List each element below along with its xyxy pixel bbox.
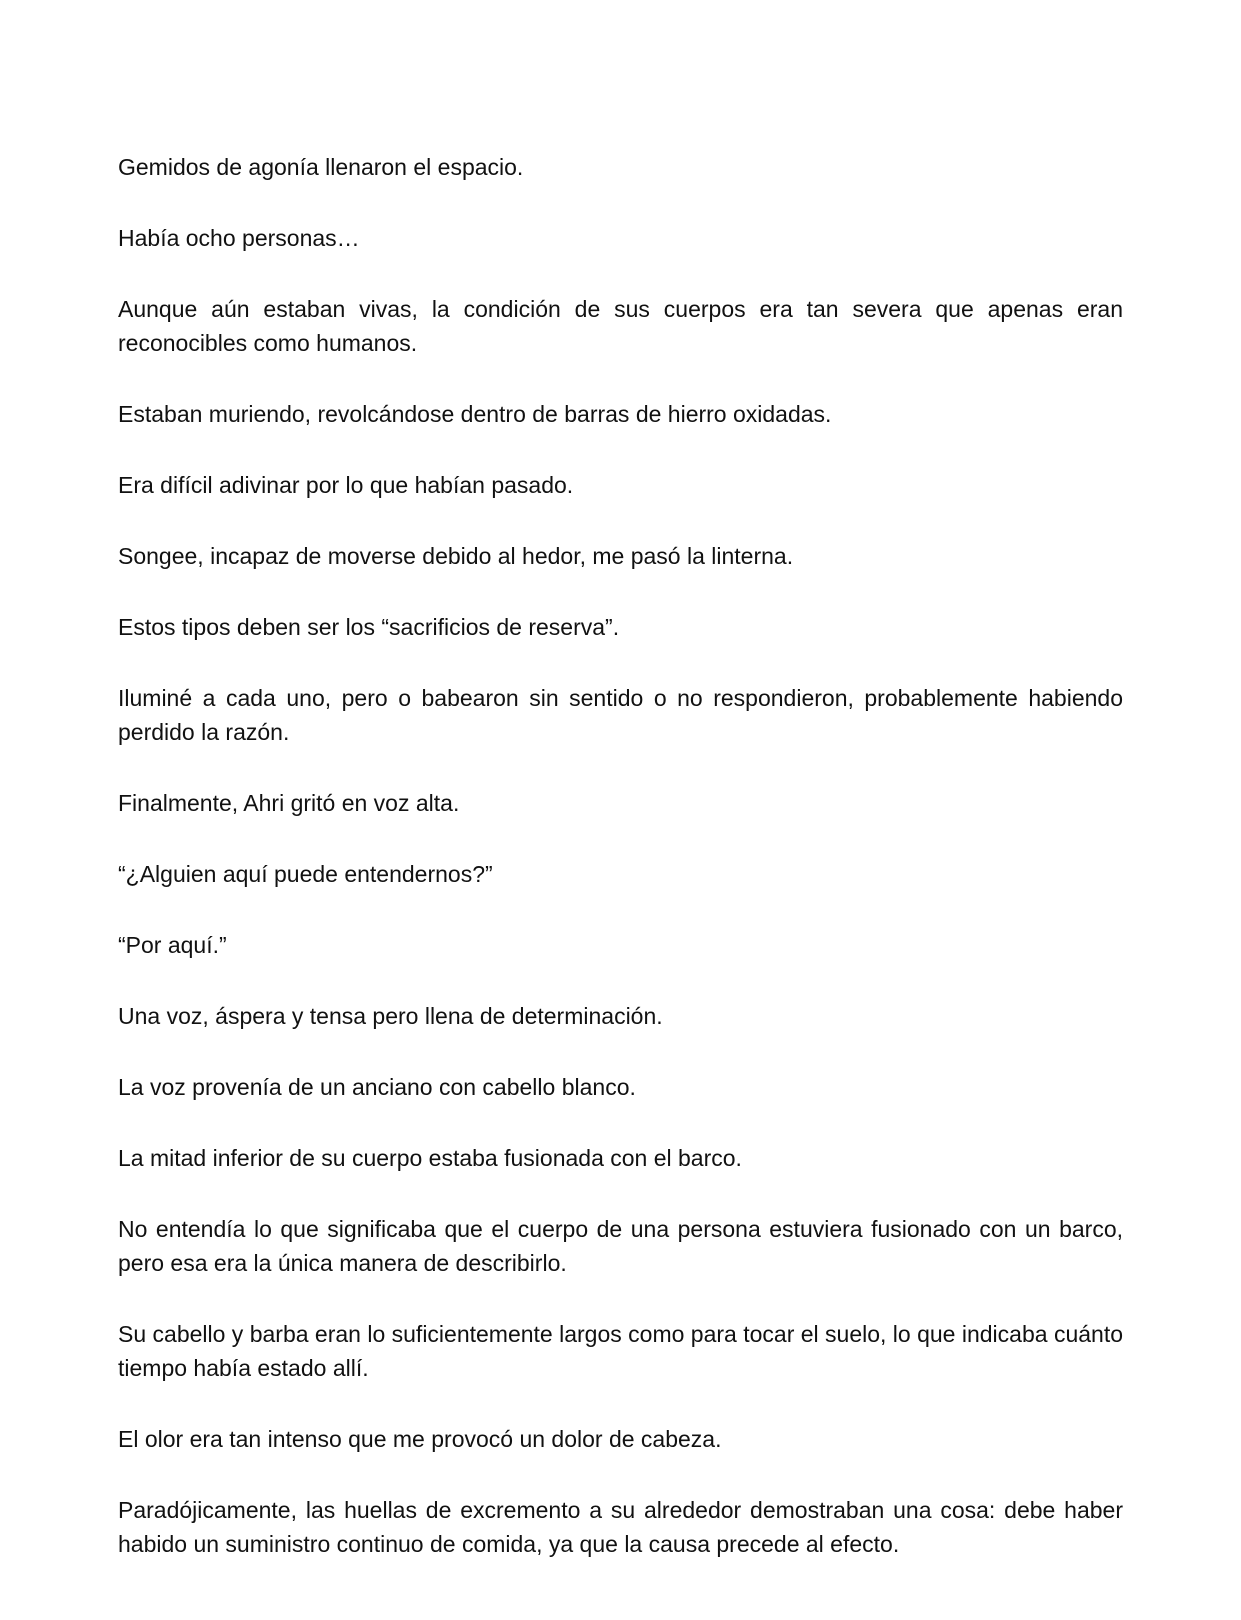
paragraph: Su cabello y barba eran lo suficientemente largos como para tocar el suelo, lo que indicaba cuánto tiempo había estado allí. [118,1321,1123,1381]
paragraph: “¿Alguien aquí puede entendernos?” [118,861,493,887]
paragraph: Estos tipos deben ser los “sacrificios de reserva”. [118,614,620,640]
paragraph: Gemidos de agonía llenaron el espacio. [118,154,524,180]
paragraph: Había ocho personas… [118,225,360,251]
paragraph: Iluminé a cada uno, pero o babearon sin sentido o no respondieron, probablemente habiendo perdido la razón. [118,685,1123,745]
paragraph: Songee, incapaz de moverse debido al hedor, me pasó la linterna. [118,543,794,569]
paragraph: El olor era tan intenso que me provocó un dolor de cabeza. [118,1426,722,1452]
paragraph: “Por aquí.” [118,932,227,958]
paragraph: Estaban muriendo, revolcándose dentro de barras de hierro oxidadas. [118,401,832,427]
paragraph: Aunque aún estaban vivas, la condición de sus cuerpos era tan severa que apenas eran reconocibles como humanos. [118,296,1123,356]
paragraph: Era difícil adivinar por lo que habían pasado. [118,472,574,498]
paragraph: Finalmente, Ahri gritó en voz alta. [118,790,460,816]
document-page [118,150,1123,1561]
paragraph: La mitad inferior de su cuerpo estaba fusionada con el barco. [118,1145,742,1171]
paragraph: No entendía lo que significaba que el cuerpo de una persona estuviera fusionado con un barco, pero esa era la única manera de describirlo. [118,1216,1123,1276]
paragraph: La voz provenía de un anciano con cabello blanco. [118,1074,636,1100]
paragraph: Paradójicamente, las huellas de excremento a su alrededor demostraban una cosa: debe haber habido un suministro continuo de comida, ya que la causa precede al efecto. [118,1497,1123,1557]
paragraph: Una voz, áspera y tensa pero llena de determinación. [118,1003,663,1029]
